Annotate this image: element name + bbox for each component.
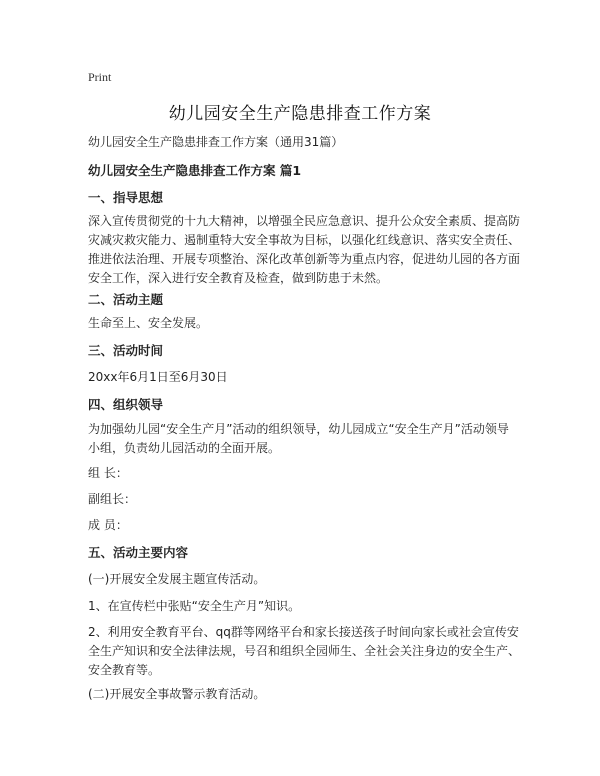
paragraph: 为加强幼儿园“安全生产月”活动的组织领导，幼儿园成立“安全生产月”活动领导小组，负责幼儿园活动的全面开展。 <box>88 422 509 455</box>
document-subtitle: 幼儿园安全生产隐患排查工作方案（通用31篇） <box>88 135 344 149</box>
paragraph: (二)开展安全事故警示教育活动。 <box>88 687 266 701</box>
print-label: Print <box>88 70 112 84</box>
section-heading: 三、活动时间 <box>88 343 164 358</box>
section-heading: 幼儿园安全生产隐患排查工作方案 篇1 <box>88 163 302 178</box>
paragraph: (一)开展安全发展主题宣传活动。 <box>88 572 266 586</box>
document-title: 幼儿园安全生产隐患排查工作方案 <box>168 104 432 124</box>
section-heading: 五、活动主要内容 <box>88 545 189 560</box>
paragraph: 2、利用安全教育平台、qq群等网络平台和家长接送孩子时间向家长或社会宣传安全生产知识和安全法律法规，号召和组织全园师生、全社会关注身边的安全生产、安全教育等。 <box>88 625 521 677</box>
section-heading: 四、组织领导 <box>88 397 164 412</box>
section-heading: 一、指导思想 <box>88 190 164 205</box>
paragraph: 组 长： <box>88 466 128 480</box>
section-heading: 二、活动主题 <box>88 292 164 307</box>
paragraph: 20xx年6月1日至6月30日 <box>88 370 228 384</box>
paragraph: 生命至上、安全发展。 <box>88 316 209 330</box>
paragraph: 成 员： <box>88 518 128 532</box>
paragraph: 深入宣传贯彻党的十九大精神，以增强全民应急意识、提升公众安全素质、提高防灾减灾救灾能力、遏制重特大安全事故为目标，以强化红线意识、落实安全责任、推进依法治理、开展专项整治、深化改革创新等为重点内容，促进幼儿园的各方面安全工作，深入进行安全教育及检查，做到防患于未然。 <box>88 214 521 285</box>
paragraph: 1、在宣传栏中张贴“安全生产月”知识。 <box>88 599 301 613</box>
paragraph: 副组长： <box>88 492 137 506</box>
